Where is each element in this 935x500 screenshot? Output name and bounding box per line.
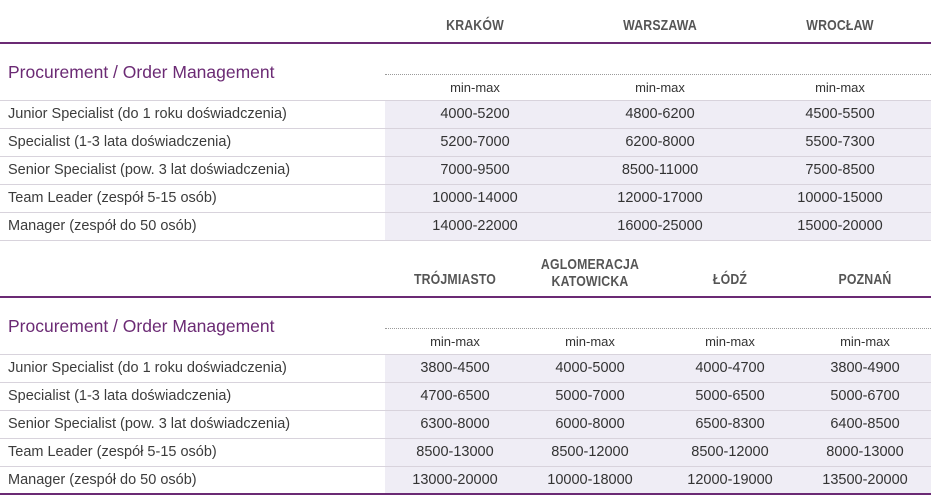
salary-cell: 3800-4900 bbox=[830, 360, 900, 376]
salary-cell: 4800-6200 bbox=[625, 106, 695, 122]
bottom-rule bbox=[0, 493, 931, 495]
city-header-line: KATOWICKA bbox=[551, 273, 629, 290]
salary-cell: 4000-5200 bbox=[440, 106, 510, 122]
salary-cell: 8500-12000 bbox=[551, 444, 629, 460]
salary-cell: 8500-12000 bbox=[691, 444, 769, 460]
salary-cell: 10000-15000 bbox=[797, 190, 883, 206]
city-header-aglomeracja-katowicka bbox=[533, 256, 648, 290]
salary-cell: 4500-5500 bbox=[805, 106, 875, 122]
dotted-divider bbox=[385, 328, 931, 329]
minmax-label: min-max bbox=[840, 334, 890, 349]
row-separator bbox=[0, 240, 931, 241]
row-label: Team Leader (zespół 5-15 osób) bbox=[8, 190, 217, 206]
row-separator bbox=[0, 382, 931, 383]
row-label: Team Leader (zespół 5-15 osób) bbox=[8, 444, 217, 460]
row-label: Specialist (1-3 lata doświadczenia) bbox=[8, 134, 232, 150]
salary-cell: 4000-4700 bbox=[695, 360, 765, 376]
row-separator bbox=[0, 100, 931, 101]
salary-cell: 6400-8500 bbox=[830, 416, 900, 432]
minmax-label: min-max bbox=[635, 80, 685, 95]
row-label: Senior Specialist (pow. 3 lat doświadczenia) bbox=[8, 162, 291, 178]
row-separator bbox=[0, 156, 931, 157]
salary-cell: 5000-6700 bbox=[830, 388, 900, 404]
row-separator bbox=[0, 438, 931, 439]
salary-cell: 8500-11000 bbox=[621, 162, 699, 178]
city-header-poznan: POZNAŃ bbox=[838, 271, 892, 288]
salary-cell: 13000-20000 bbox=[412, 472, 498, 488]
salary-cell: 3800-4500 bbox=[420, 360, 490, 376]
salary-cell: 4000-5000 bbox=[555, 360, 625, 376]
row-separator bbox=[0, 410, 931, 411]
minmax-label: min-max bbox=[450, 80, 500, 95]
row-label: Manager (zespół do 50 osób) bbox=[8, 472, 197, 488]
section-title: Procurement / Order Management bbox=[8, 62, 275, 82]
minmax-label: min-max bbox=[705, 334, 755, 349]
salary-cell: 8000-13000 bbox=[826, 444, 904, 460]
salary-cell: 10000-14000 bbox=[432, 190, 518, 206]
row-separator bbox=[0, 184, 931, 185]
salary-cell: 5200-7000 bbox=[440, 134, 510, 150]
salary-cell: 8500-13000 bbox=[416, 444, 494, 460]
salary-cell: 7500-8500 bbox=[805, 162, 875, 178]
header-rule bbox=[0, 296, 931, 298]
city-header-line: AGLOMERACJA bbox=[540, 256, 640, 273]
salary-cell: 6000-8000 bbox=[555, 416, 625, 432]
salary-cell: 6300-8000 bbox=[420, 416, 490, 432]
row-separator bbox=[0, 354, 931, 355]
row-separator bbox=[0, 212, 931, 213]
row-separator bbox=[0, 128, 931, 129]
salary-cell: 10000-18000 bbox=[547, 472, 633, 488]
city-header-warszawa: WARSZAWA bbox=[623, 17, 697, 34]
city-header-krakow: KRAKÓW bbox=[446, 17, 504, 34]
salary-cell: 14000-22000 bbox=[432, 218, 518, 234]
row-label: Junior Specialist (do 1 roku doświadczenia) bbox=[8, 106, 287, 122]
row-label: Junior Specialist (do 1 roku doświadczenia) bbox=[8, 360, 287, 376]
city-header-wroclaw: WROCŁAW bbox=[806, 17, 874, 34]
salary-cell: 5000-6500 bbox=[695, 388, 765, 404]
minmax-label: min-max bbox=[565, 334, 615, 349]
minmax-label: min-max bbox=[430, 334, 480, 349]
salary-cell: 12000-17000 bbox=[617, 190, 703, 206]
minmax-label: min-max bbox=[815, 80, 865, 95]
row-label: Manager (zespół do 50 osób) bbox=[8, 218, 197, 234]
header-rule bbox=[0, 42, 931, 44]
salary-cell: 5500-7300 bbox=[805, 134, 875, 150]
row-label: Senior Specialist (pow. 3 lat doświadczenia) bbox=[8, 416, 291, 432]
salary-cell: 13500-20000 bbox=[822, 472, 908, 488]
city-header-lodz: ŁÓDŹ bbox=[712, 271, 748, 288]
salary-cell: 16000-25000 bbox=[617, 218, 703, 234]
row-separator bbox=[0, 466, 931, 467]
salary-cell: 5000-7000 bbox=[555, 388, 625, 404]
salary-cell: 15000-20000 bbox=[797, 218, 883, 234]
row-label: Specialist (1-3 lata doświadczenia) bbox=[8, 388, 232, 404]
dotted-divider bbox=[385, 74, 931, 75]
salary-cell: 6200-8000 bbox=[625, 134, 695, 150]
salary-cell: 12000-19000 bbox=[687, 472, 773, 488]
salary-cell: 7000-9500 bbox=[440, 162, 510, 178]
salary-cell: 4700-6500 bbox=[420, 388, 490, 404]
section-title: Procurement / Order Management bbox=[8, 316, 275, 336]
city-header-trojmiasto: TRÓJMIASTO bbox=[413, 271, 497, 288]
salary-cell: 6500-8300 bbox=[695, 416, 765, 432]
